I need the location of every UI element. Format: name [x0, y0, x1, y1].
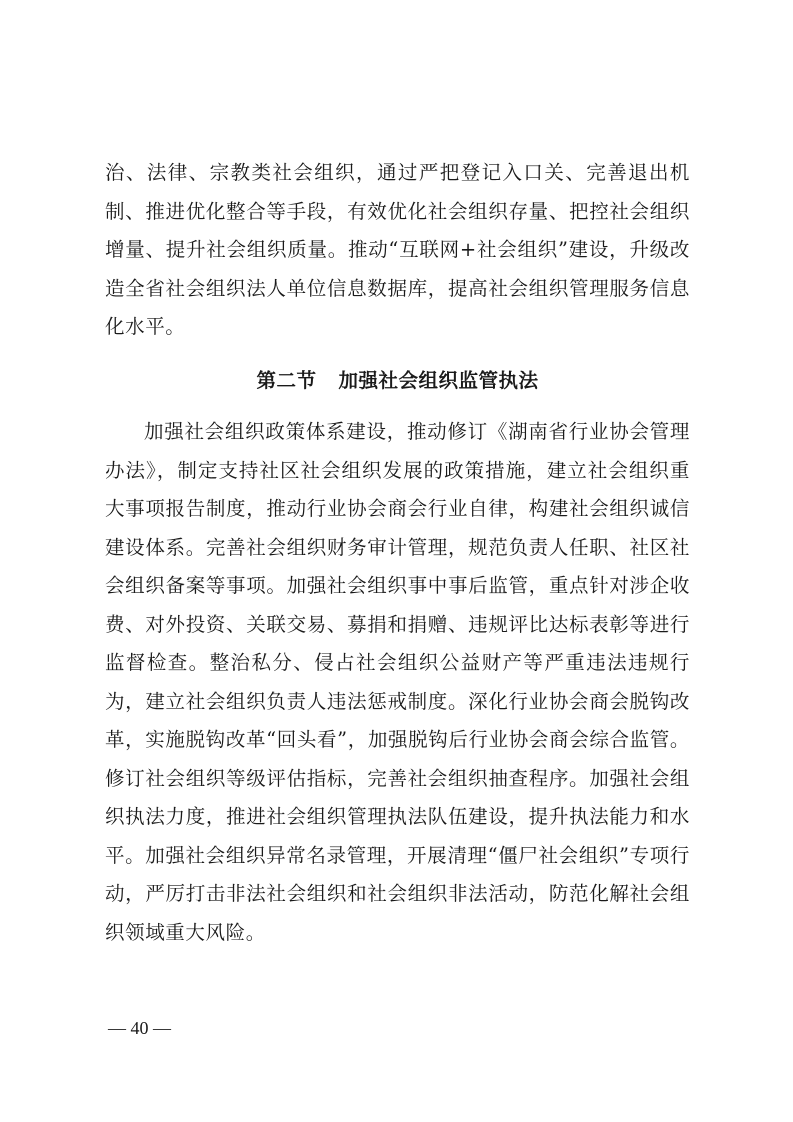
section-number: 第二节: [256, 369, 317, 392]
continuation-paragraph: 治、法律、宗教类社会组织，通过严把登记入口关、完善退出机制、推进优化整合等手段，有效优化社会组织存量、把控社会组织增量、提升社会组织质量。推动“互联网+社会组织”建设，升级改造全省社会组织法人单位信息数据库，提高社会组织管理服务信息化水平。: [105, 161, 690, 338]
section-title: 加强社会组织监管执法: [338, 369, 539, 392]
section-paragraph: 加强社会组织政策体系建设，推动修订《湖南省行业协会管理办法》，制定支持社区社会组织发展的政策措施，建立社会组织重大事项报告制度，推动行业协会商会行业自律，构建社会组织诚信建设体系。完善社会组织财务审计管理，规范负责人任职、社区社会组织备案等事项。加强社会组织事中事后监管，重点针对涉企收费、对外投资、关联交易、募捐和捐赠、违规评比达标表彰等进行监督检查。整治私分、侵占社会组织公益财产等严重违法违规行为，建立社会组织负责人违法惩戒制度。深化行业协会商会脱钩改革，实施脱钩改革“回头看”，加强脱钩后行业协会商会综合监管。修订社会组织等级评估指标，完善社会组织抽查程序。加强社会组织执法力度，推进社会组织管理执法队伍建设，提升执法能力和水平。加强社会组织异常名录管理，开展清理“僵尸社会组织”专项行动，严厉打击非法社会组织和社会组织非法活动，防范化解社会组织领域重大风险。: [105, 420, 690, 944]
page-number: — 40 —: [108, 1018, 171, 1038]
section-heading: [105, 366, 690, 396]
